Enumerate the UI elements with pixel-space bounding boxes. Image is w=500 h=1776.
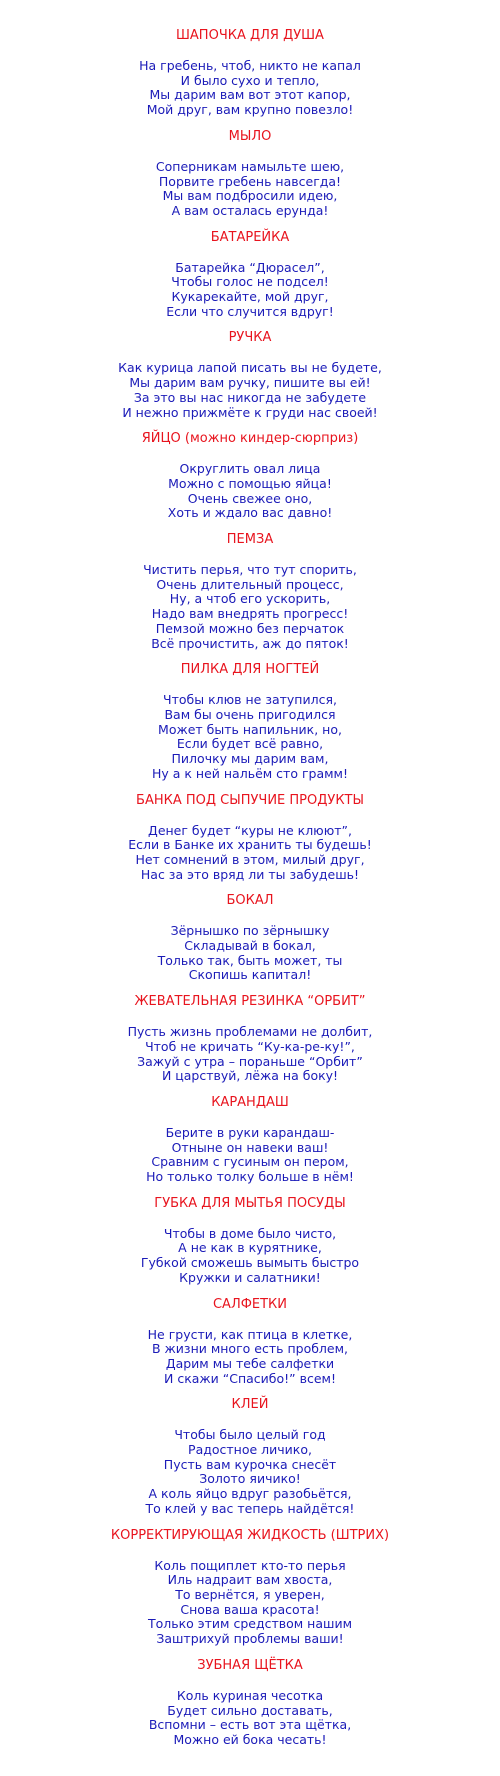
verse-line: Но только толку больше в нём!: [146, 1169, 354, 1185]
section-heading: ЖЕВАТЕЛЬНАЯ РЕЗИНКА “ОРБИТ”: [134, 994, 366, 1010]
section-heading: ЯЙЦО (можно киндер-сюрприз): [141, 431, 359, 447]
verse-line: Скопишь капитал!: [188, 967, 312, 983]
poem-verse: [0, 824, 500, 883]
verse-line: Если что случится вдруг!: [166, 303, 334, 319]
verse-line: Очень свежее оно,: [187, 490, 313, 506]
poem-section: [0, 28, 500, 129]
poem-verse: [0, 1126, 500, 1185]
verse-line: Отныне он навеки ваш!: [171, 1139, 329, 1155]
section-gap: [0, 118, 500, 129]
poem-section: [0, 532, 500, 662]
poem-verse: [0, 693, 500, 781]
section-gap: [0, 1386, 500, 1397]
verse-line: И было сухо и тепло,: [180, 72, 320, 88]
verse-line: Может быть напильник, но,: [158, 721, 342, 737]
section-heading: КАРАНДАШ: [211, 1094, 289, 1110]
section-gap: [0, 651, 500, 662]
verse-line: Ну, а чтоб его ускорить,: [169, 591, 331, 607]
verse-line: Кружки и салатники!: [179, 1269, 321, 1285]
section-heading: САЛФЕТКИ: [212, 1296, 288, 1312]
verse-line: Губкой сможешь вымыть быстро: [140, 1255, 360, 1271]
verse-line: За это вы нас никогда не забудете: [133, 389, 367, 405]
poem-section: [0, 662, 500, 792]
poem-verse: [0, 160, 500, 219]
verse-line: Если в Банке их хранить ты будешь!: [128, 837, 372, 853]
poem-verse: [0, 59, 500, 118]
section-gap: [0, 1185, 500, 1196]
section-heading: ГУБКА ДЛЯ МЫТЬЯ ПОСУДЫ: [154, 1195, 346, 1211]
poem-verse: [0, 1559, 500, 1647]
verse-line: Чтобы было целый год: [174, 1427, 326, 1443]
verse-line: Иль надраит вам хвоста,: [167, 1572, 333, 1588]
verse-line: Будет сильно доставать,: [167, 1702, 333, 1718]
verse-line: Соперникам намыльте шею,: [155, 158, 345, 174]
verse-line: Пусть жизнь проблемами не долбит,: [127, 1024, 373, 1040]
poem-section: [0, 1658, 500, 1748]
verse-line: Ну а к ней нальём сто грамм!: [152, 765, 348, 781]
verse-line: Зажуй с утра – пораньше “Орбит”: [137, 1053, 363, 1069]
section-gap: [0, 319, 500, 330]
verse-line: Пилочку мы дарим вам,: [171, 751, 329, 767]
section-gap: [0, 420, 500, 431]
verse-line: Коль пощиплет кто-то перья: [154, 1557, 346, 1573]
verse-line: Чистить перья, что тут спорить,: [143, 562, 357, 578]
poem-section: [0, 330, 500, 431]
verse-line: Складывай в бокал,: [184, 938, 316, 954]
verse-line: Заштрихуй проблемы ваши!: [156, 1631, 344, 1647]
section-gap: [0, 1517, 500, 1528]
verse-line: Если будет всё равно,: [176, 736, 324, 752]
verse-line: Пемзой можно без перчаток: [155, 620, 345, 636]
verse-line: Чтоб не кричать “Ку-ка-ре-ку!”,: [145, 1038, 355, 1054]
poem-verse: [0, 1328, 500, 1387]
section-gap: [0, 1286, 500, 1297]
section-gap: [0, 983, 500, 994]
verse-line: Берите в руки карандаш-: [165, 1124, 335, 1140]
section-gap: [0, 219, 500, 230]
verse-line: Вспомни – есть вот эта щётка,: [148, 1717, 352, 1733]
verse-line: То вернётся, я уверен,: [175, 1587, 325, 1602]
verse-line: Дарим мы тебе салфетки: [165, 1355, 335, 1371]
verse-line: Мы дарим вам вот этот капор,: [149, 87, 351, 103]
poem-section: [0, 431, 500, 532]
section-heading: БОКАЛ: [226, 893, 274, 909]
verse-line: Всё прочистить, аж до пяток!: [151, 635, 349, 651]
poem-section: [0, 1095, 500, 1196]
verse-line: Радостное личико,: [188, 1442, 312, 1458]
verse-line: Денег будет “куры не клюют”,: [148, 822, 352, 838]
poem-verse: [0, 1227, 500, 1286]
poem-section: [0, 1297, 500, 1398]
verse-line: Пусть вам курочка снесёт: [163, 1456, 337, 1472]
section-heading: ЗУБНАЯ ЩЁТКА: [197, 1657, 303, 1673]
verse-line: Порвите гребень навсегда!: [158, 173, 342, 189]
poem-section: [0, 893, 500, 994]
section-heading: РУЧКА: [228, 330, 272, 346]
section-heading: БАТАРЕЙКА: [210, 229, 290, 245]
section-heading: ПИЛКА ДЛЯ НОГТЕЙ: [180, 662, 320, 678]
poem-verse: [0, 361, 500, 420]
verse-line: Мы дарим вам ручку, пишите вы ей!: [129, 375, 371, 391]
poem-section: [0, 129, 500, 230]
poem-section: [0, 1397, 500, 1527]
verse-line: Только так, быть может, ты: [157, 952, 343, 968]
section-gap: [0, 521, 500, 532]
verse-line: Коль куриная чесотка: [176, 1687, 324, 1703]
poem-section: [0, 994, 500, 1095]
section-gap: [0, 882, 500, 893]
section-heading: ШАПОЧКА ДЛЯ ДУША: [176, 28, 324, 43]
poem-verse: [0, 924, 500, 983]
section-gap: [0, 782, 500, 793]
verse-line: Округлить овал лица: [179, 461, 321, 477]
verse-line: Батарейка “Дюрасел”,: [175, 259, 325, 275]
section-heading: КОРРЕКТИРУЮЩАЯ ЖИДКОСТЬ (ШТРИХ): [110, 1527, 390, 1543]
verse-line: Золото яичико!: [199, 1471, 301, 1487]
verse-line: Сравним с гусиным он пером,: [151, 1154, 349, 1170]
verse-line: То клей у вас теперь найдётся!: [145, 1500, 355, 1516]
verse-line: А вам осталась ерунда!: [171, 202, 329, 218]
verse-line: И царствуй, лёжа на боку!: [161, 1068, 339, 1084]
verse-line: Вам бы очень пригодился: [164, 706, 336, 722]
section-gap: [0, 1647, 500, 1658]
verse-line: А коль яйцо вдруг разобьётся,: [148, 1486, 352, 1502]
verse-line: Очень длительный процесс,: [156, 576, 344, 592]
verse-line: Мы вам подбросили идею,: [162, 188, 338, 204]
section-gap: [0, 1084, 500, 1095]
poem-verse: [0, 1689, 500, 1748]
section-heading: МЫЛО: [228, 128, 272, 144]
verse-line: Как курица лапой писать вы не будете,: [118, 360, 382, 376]
section-heading: КЛЕЙ: [231, 1397, 269, 1413]
verse-line: Снова ваша красота!: [180, 1601, 320, 1617]
verse-line: И скажи “Спасибо!” всем!: [164, 1370, 336, 1386]
poem-verse: [0, 1428, 500, 1516]
poem-verse: [0, 563, 500, 651]
verse-line: Нет сомнений в этом, милый друг,: [135, 851, 365, 867]
verse-line: Мой друг, вам крупно повезло!: [146, 102, 354, 118]
verse-line: В жизни много есть проблем,: [151, 1341, 349, 1357]
verse-line: Нас за это вряд ли ты забудешь!: [140, 866, 360, 882]
verse-line: Не грусти, как птица в клетке,: [147, 1326, 353, 1342]
poem-section: [0, 1528, 500, 1658]
verse-line: Зёрнышко по зёрнышку: [170, 923, 330, 939]
verse-line: Хоть и ждало вас давно!: [167, 505, 333, 521]
verse-line: Можно ей бока чесать!: [173, 1731, 327, 1747]
verse-line: Кукарекайте, мой друг,: [171, 289, 329, 305]
verse-line: И нежно прижмёте к груди нас своей!: [122, 404, 378, 420]
section-heading: БАНКА ПОД СЫПУЧИЕ ПРОДУКТЫ: [136, 792, 364, 808]
verse-line: Можно с помощью яйца!: [168, 475, 332, 491]
poem-section: [0, 1196, 500, 1297]
poem-section: [0, 230, 500, 331]
verse-line: А не как в курятнике,: [178, 1240, 322, 1256]
verse-line: На гребень, чтоб, никто не капал: [139, 58, 361, 73]
verse-line: Только этим средством нашим: [147, 1616, 353, 1632]
poem-verse: [0, 462, 500, 521]
section-heading: ПЕМЗА: [226, 532, 274, 548]
poem-verse: [0, 261, 500, 320]
verse-line: Чтобы в доме было чисто,: [163, 1225, 337, 1241]
poem-verse: [0, 1025, 500, 1084]
verse-line: Надо вам внедрять прогресс!: [151, 606, 349, 622]
verse-line: Чтобы голос не подсел!: [171, 274, 329, 290]
poem-section: [0, 793, 500, 894]
verse-line: Чтобы клюв не затупился,: [163, 692, 337, 708]
